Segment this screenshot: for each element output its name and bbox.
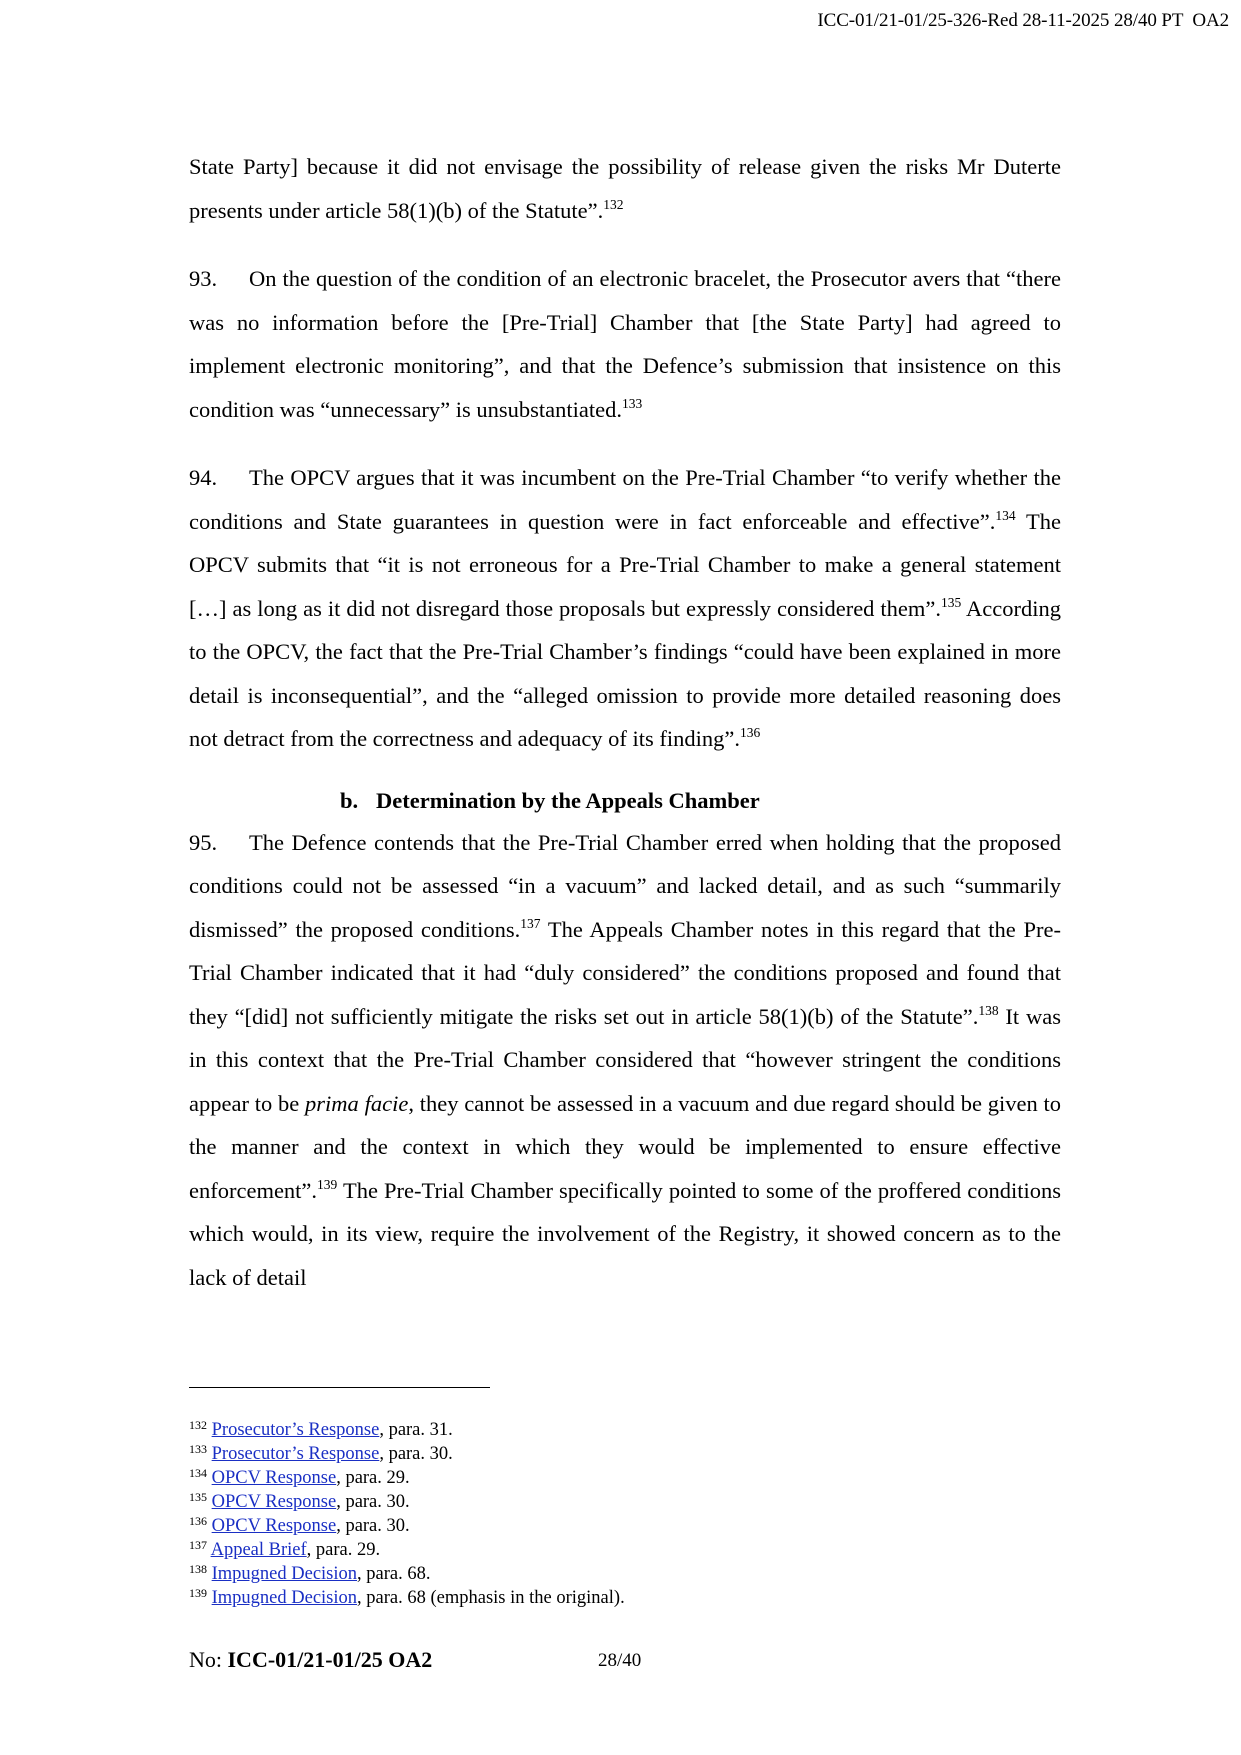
- footnote-139: [189, 1586, 1089, 1610]
- paragraph-text: The Appeals Chamber notes in this regard that the Pre-Trial Chamber indicated that it had “duly considered” the conditions proposed and found that they “[did] not sufficiently mitigate the risks set out in article 58(1)(b) of the Statute”.: [189, 916, 1062, 1029]
- paragraph-text: The Defence contends that the Pre-Trial Chamber erred when holding that the proposed conditions could not be assessed “in a vacuum” and lacked detail, and as such “summarily dismissed” the proposed conditions.: [189, 829, 1061, 942]
- continuation-paragraph: [189, 145, 1061, 232]
- italic-term: prima facie: [305, 1090, 409, 1116]
- footnote-link[interactable]: Impugned Decision: [211, 1588, 358, 1608]
- footnote-text: , para. 29.: [306, 1540, 381, 1560]
- footnote-text: , para. 30.: [379, 1444, 453, 1464]
- paragraph-text: The Pre-Trial Chamber specifically pointed to some of the proffered conditions which would, in its view, require the involvement of the Registry, it showed concern as to the lack of detail: [189, 1177, 1061, 1290]
- footnote-link[interactable]: OPCV Response: [211, 1492, 337, 1512]
- footnote-number: 136: [189, 1514, 207, 1528]
- page-number: 28/40: [598, 1650, 642, 1671]
- paragraph-number: 95.: [189, 829, 218, 855]
- footnote-number: 135: [189, 1490, 207, 1504]
- paragraph-text: The OPCV argues that it was incumbent on the Pre-Trial Chamber “to verify whether the conditions and State guarantees in question were in fact enforceable and effective”.: [189, 465, 1061, 534]
- footnote-133: [189, 1442, 1089, 1466]
- footnote-138: [189, 1562, 1089, 1586]
- footnote-text: , para. 68.: [357, 1564, 431, 1584]
- footnote-135: [189, 1490, 1089, 1514]
- footnote-separator: [189, 1387, 490, 1388]
- footnote-link[interactable]: Impugned Decision: [211, 1564, 358, 1584]
- paragraph-number: 93.: [189, 266, 218, 291]
- paragraph-text: According to the OPCV, the fact that the Pre-Trial Chamber’s findings “could have been explained in more detail is inconsequential”, and the “alleged omission to provide more detailed reasoning does not detract from the correctness and adequacy of its finding”.: [189, 595, 1061, 751]
- section-label: b.: [340, 787, 359, 813]
- paragraph-text: On the question of the condition of an electronic bracelet, the Prosecutor avers that “there was no information before the [Pre-Trial] Chamber that [the State Party] had agreed to implement electronic monitoring”, and that the Defence’s submission that insistence on this condition was “unnecessary” is unsubstantiated.: [189, 266, 1061, 422]
- footnote-number: 132: [189, 1418, 207, 1432]
- paragraph-93: [189, 257, 1061, 431]
- footnote-text: , para. 31.: [379, 1420, 453, 1440]
- footnote-ref[interactable]: 135: [941, 594, 962, 610]
- footnote-number: 133: [189, 1442, 207, 1456]
- paragraph-text: It was in this context that the Pre-Trial Chamber considered that “however stringent the conditions appear to be: [189, 1003, 1061, 1116]
- footnote-number: 137: [189, 1538, 207, 1552]
- footnote-link[interactable]: OPCV Response: [211, 1516, 337, 1536]
- footnote-137: [189, 1538, 1089, 1562]
- document-body: [189, 145, 1061, 1299]
- footnote-ref[interactable]: 139: [317, 1176, 338, 1192]
- case-number: ICC-01/21-01/25 OA2: [227, 1647, 433, 1672]
- footnote-number: 138: [189, 1562, 207, 1576]
- section-heading: [189, 781, 1061, 821]
- footnote-132: [189, 1418, 1089, 1442]
- footnote-134: [189, 1466, 1089, 1490]
- footnote-link[interactable]: Prosecutor’s Response: [211, 1420, 380, 1440]
- footnote-ref[interactable]: 137: [520, 915, 541, 931]
- footnotes: [189, 1418, 1089, 1610]
- footnote-number: 139: [189, 1586, 207, 1600]
- footnote-ref[interactable]: 138: [978, 1002, 999, 1018]
- paragraph-number: 94.: [189, 465, 218, 490]
- footnote-text: , para. 68 (emphasis in the original).: [357, 1588, 625, 1608]
- paragraph-95: [189, 821, 1061, 1300]
- footnote-ref[interactable]: 132: [603, 196, 624, 212]
- paragraph-text: , they cannot be assessed in a vacuum and due regard should be given to the manner and the context in which they would be implemented to ensure effective enforcement”.: [189, 1090, 1061, 1203]
- footnote-link[interactable]: Appeal Brief: [210, 1540, 307, 1560]
- footer-prefix: No:: [189, 1647, 228, 1672]
- footnote-number: 134: [189, 1466, 207, 1480]
- paragraph-text: State Party] because it did not envisage the possibility of release given the risks Mr Duterte presents under article 58(1)(b) of the Statute”.: [189, 154, 1061, 223]
- document-stamp-header: ICC-01/21-01/25-326-Red 28-11-2025 28/40 PT OA2: [817, 10, 1229, 31]
- footnote-text: , para. 30.: [336, 1516, 410, 1536]
- paragraph-text: The OPCV submits that “it is not erroneous for a Pre-Trial Chamber to make a general statement […] as long as it did not disregard those proposals but expressly considered them”.: [189, 508, 1061, 621]
- footnote-text: , para. 29.: [336, 1468, 410, 1488]
- footnote-text: , para. 30.: [336, 1492, 410, 1512]
- footer-case-number: [189, 1647, 432, 1673]
- section-title: Determination by the Appeals Chamber: [376, 787, 760, 813]
- footnote-ref[interactable]: 134: [995, 507, 1016, 523]
- footnote-ref[interactable]: 136: [740, 725, 761, 740]
- footnote-136: [189, 1514, 1089, 1538]
- footnote-ref[interactable]: 133: [622, 395, 643, 411]
- paragraph-94: [189, 456, 1061, 761]
- footnote-link[interactable]: OPCV Response: [211, 1468, 337, 1488]
- footnote-link[interactable]: Prosecutor’s Response: [211, 1444, 380, 1464]
